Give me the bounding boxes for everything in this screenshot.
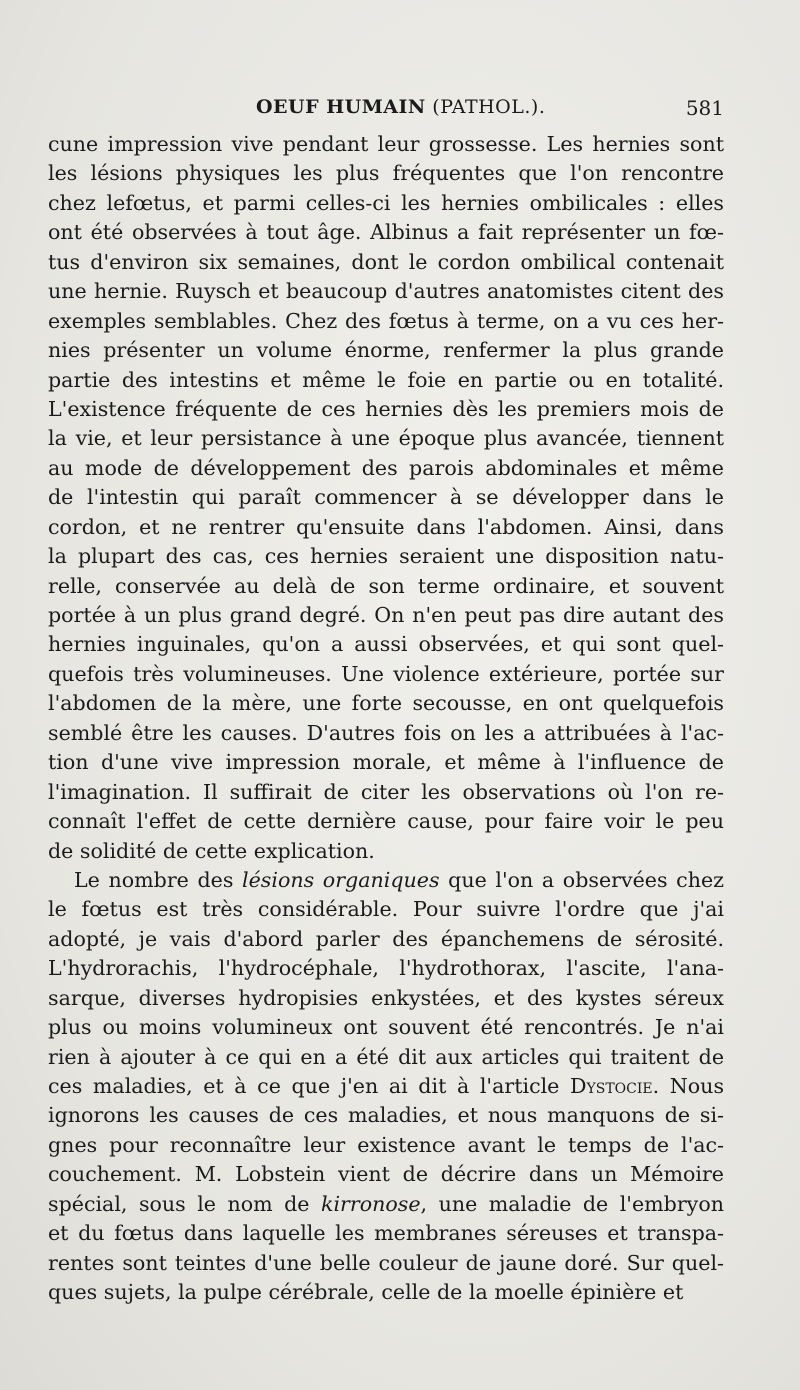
text-run: spécial, sous le nom de [48, 1191, 321, 1216]
text-line: plus ou moins volumineux ont souvent été rencontrés. Je n'ai [48, 1015, 724, 1040]
text-line: cordon, et ne rentrer qu'ensuite dans l'abdomen. Ainsi, dans [48, 514, 724, 539]
running-title-main: OEUF HUMAIN [256, 96, 426, 118]
text-line: relle, conservée au delà de son terme ordinaire, et souvent [48, 573, 724, 598]
text-line: la plupart des cas, ces hernies seraient une disposition natu- [48, 544, 724, 569]
text-run: Le nombre des [74, 867, 243, 892]
text-run: , une maladie de l'embryon [420, 1191, 724, 1216]
text-line: L'existence fréquente de ces hernies dès les premiers mois de [48, 396, 724, 421]
text-line: sarque, diverses hydropisies enkystées, et des kystes séreux [48, 985, 724, 1010]
text-line: gnes pour reconnaître leur existence avant le temps de l'ac- [48, 1132, 724, 1157]
running-title-section: (PATHOL.). [425, 96, 546, 118]
text-line: ques sujets, la pulpe cérébrale, celle de la moelle épinière et [48, 1280, 684, 1305]
text-line: l'imagination. Il suffirait de citer les observations où l'on re- [48, 779, 724, 804]
text-line: de solidité de cette explication. [48, 838, 375, 863]
text-line: semblé être les causes. D'autres fois on les a attribuées à l'ac- [48, 720, 724, 745]
body-text [48, 130, 724, 1308]
text-line: portée à un plus grand degré. On n'en peut pas dire autant des [48, 603, 724, 627]
text-run: . Nous [652, 1074, 724, 1098]
text-line [48, 1072, 724, 1101]
text-line: partie des intestins et même le foie en partie ou en totalité. [48, 367, 724, 392]
text-line: ignorons les causes de ces maladies, et nous manquons de si- [48, 1103, 724, 1128]
italic-term: lésions organiques [242, 867, 440, 892]
text-line: le fœtus est très considérable. Pour suivre l'ordre que j'ai [48, 897, 724, 922]
text-line: tus d'environ six semaines, dont le cordon ombilical contenait [48, 249, 724, 274]
text-line: quefois très volumineuses. Une violence extérieure, portée sur [48, 661, 724, 686]
text-line: l'abdomen de la mère, une forte secousse, en ont quelquefois [48, 691, 724, 716]
text-line: ont été observées à tout âge. Albinus a fait représenter un fœ- [48, 220, 724, 245]
text-line: exemples semblables. Chez des fœtus à terme, on a vu ces her- [48, 308, 724, 333]
text-line: et du fœtus dans laquelle les membranes séreuses et transpa- [48, 1221, 724, 1246]
text-line: rentes sont teintes d'une belle couleur de jaune doré. Sur quel- [48, 1250, 724, 1275]
text-line: connaît l'effet de cette dernière cause, pour faire voir le peu [48, 809, 724, 834]
text-line [48, 1190, 724, 1219]
text-line: tion d'une vive impression morale, et même à l'influence de [48, 750, 724, 775]
text-line [48, 866, 724, 895]
text-run: que l'on a observées chez [439, 867, 724, 892]
text-line: au mode de développement des parois abdominales et même [48, 455, 724, 480]
text-line: une hernie. Ruysch et beaucoup d'autres anatomistes citent des [48, 279, 724, 304]
text-line: L'hydrorachis, l'hydrocéphale, l'hydrothorax, l'ascite, l'ana- [48, 956, 724, 981]
text-run: ces maladies, et à ce que j'en ai dit à l'article [48, 1074, 570, 1098]
small-caps-term: Dystocie [569, 1074, 653, 1098]
text-line: hernies inguinales, qu'on a aussi observées, et qui sont quel- [48, 632, 724, 657]
text-line: les lésions physiques les plus fréquentes que l'on rencontre [48, 161, 724, 186]
page-number: 581 [685, 96, 724, 120]
text-line: rien à ajouter à ce qui en a été dit aux articles qui traitent de [48, 1044, 724, 1069]
text-line: cune impression vive pendant leur grossesse. Les hernies sont [48, 132, 724, 156]
text-line: nies présenter un volume énorme, renfermer la plus grande [48, 338, 724, 363]
text-line: de l'intestin qui paraît commencer à se développer dans le [48, 485, 724, 510]
running-title [256, 96, 545, 118]
italic-term: kirronose [320, 1191, 421, 1216]
page-header [48, 96, 724, 126]
text-line: chez lefœtus, et parmi celles-ci les hernies ombilicales : elles [48, 190, 724, 215]
text-line: adopté, je vais d'abord parler des épanchemens de sérosité. [48, 926, 724, 951]
text-line: la vie, et leur persistance à une époque plus avancée, tiennent [48, 426, 724, 451]
text-line: couchement. M. Lobstein vient de décrire dans un Mémoire [48, 1162, 724, 1187]
